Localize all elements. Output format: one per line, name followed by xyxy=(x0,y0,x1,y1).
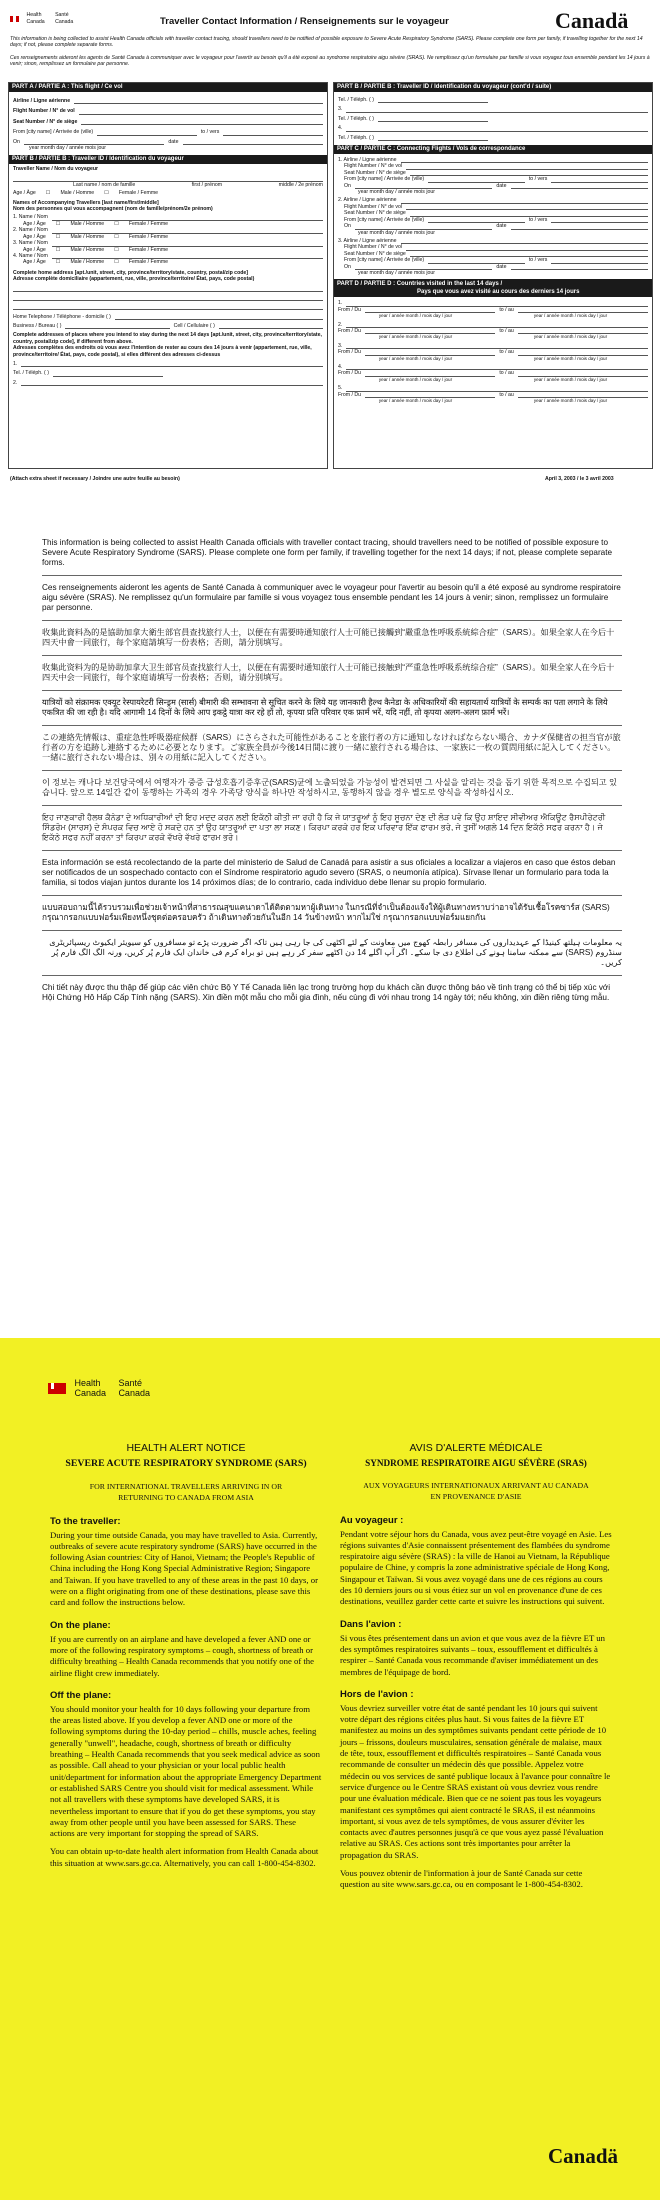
flag-icon xyxy=(10,16,19,22)
country-2-from: From / Du xyxy=(338,327,362,334)
cont-tel-3-field[interactable] xyxy=(378,135,488,141)
acc-travellers-label-fr: Nom des personnes qui vous accompagnent (nom de famille/prénom/2e prénom) xyxy=(13,206,213,213)
cf3-on-label: On xyxy=(344,263,351,270)
connecting-flight-1 xyxy=(338,157,648,195)
lang-punjabi: ਇਹ ਜਾਣਕਾਰੀ ਹੈਲਥ ਕੈਨੇਡਾ ਦੇ ਅਧਿਕਾਰੀਆਂ ਦੀ ਇਹ ਮਦਦ ਕਰਨ ਲਈ ਇਕੱਠੀ ਕੀਤੀ ਜਾ ਰਹੀ ਹੈ ਕਿ ਜੇ ਯਾਤਰੂਆਂ ਨੂੰ ਇਹ ਸੂਚਨਾ ਦੇਣ ਦੀ ਲੋੜ ਪਵੇ ਕਿ ਉਹ ਸ਼ਾਇਦ ਸੀਵੀਅਰ ਐਕਿਊਟ ਰੈਸਪੀਰੇਟਰੀ ਸਿੰਡਰੋਮ (ਸਾਰਸ) ਦੇ ਸੰਪਰਕ ਵਿਚ ਆਏ ਹੋ ਸਕਦੇ ਹਨ ਤਾਂ ਉਹ ਯਾਤਰੂਆਂ ਦਾ ਪਤਾ ਲਾ ਸਕਣ। ਕਿਰਪਾ ਕਰਕੇ ਹਰ ਇਕ ਪਰਿਵਾਰ ਇੱਕ ਫਾਰਮ ਭਰੇ, ਜੇ ਤੁਸੀਂ ਅਗਲੇ 14 ਦਿਨ ਇਕੱਠੇ ਸਫਰ ਕਰਨਾ ਹੈ। ਜੇ ਇਕੱਠੇ ਸਫਰ ਨਹੀਂ ਕਰਨਾ ਤਾਂ ਕਿਰਪਾ ਕਰਕੇ ਵੱਖਰੇ ਵੱਖਰੇ ਫਾਰਮ ਭਰੋ। xyxy=(42,813,606,842)
acc-female-4-label: Female / Femme xyxy=(128,259,169,266)
acc-male-3-label: Male / Homme xyxy=(70,246,105,253)
notice-fr-title: AVIS D'ALERTE MÉDICALE xyxy=(409,1442,543,1454)
part-d-heading-1: PART D / PARTIE D : Countries visited in the last 14 days / xyxy=(337,281,503,288)
traveller-name-label: Traveller Name / Nom du voyageur xyxy=(13,166,99,173)
cont-place-3-label: 3. xyxy=(338,106,343,113)
cf2-airline-label: 2. Airline / Ligne aérienne xyxy=(338,197,397,204)
acc-name-4-label: 4. Name / Nom xyxy=(13,252,48,259)
country-1-to: to / au xyxy=(499,306,514,313)
middle-label: middle / 2e prénom xyxy=(278,181,323,188)
airline-label: Airline / Ligne aérienne xyxy=(13,98,71,104)
places-label: Complete addresses of places where you intend to stay during the next 14 days [apt./unit, street, city, province/territory/state, country, postal/zip code], if different from above. xyxy=(13,332,322,345)
acc-name-2-label: 2. Name / Nom xyxy=(13,227,48,234)
country-row-4 xyxy=(338,364,648,383)
business-label: Business / Bureau ( ) xyxy=(13,322,62,329)
cf1-airline-label: 1. Airline / Ligne aérienne xyxy=(338,157,397,164)
cf1-flight-label: Flight Number / N° de vol xyxy=(344,163,403,170)
home-address-line-2[interactable] xyxy=(13,292,323,301)
country-1-from: From / Du xyxy=(338,306,362,313)
notice-en-p4: You can obtain up-to-date health alert information from Health Canada about this situation at www.sars.gc.ca. Alternatively, you can call 1-800-454-8302. xyxy=(50,1846,319,1868)
notice-fr-h2: Dans l'avion : xyxy=(340,1618,402,1630)
seat-field[interactable] xyxy=(81,119,323,125)
acc-male-4[interactable]: ☐ xyxy=(55,259,61,266)
acc-age-1: Age / Âge xyxy=(23,220,46,227)
country-3-ymd-b: year / année month / mois day / jour xyxy=(533,355,608,361)
flight-label: Flight Number / N° de vol xyxy=(13,108,75,115)
gov-signature xyxy=(10,10,130,30)
part-b-cont-heading: PART B / PARTIE B : Traveller ID / Identification du voyageur (cont'd / suite) xyxy=(334,83,652,92)
notice-fr-subtitle: SYNDROME RESPIRATOIRE AIGU SÉVÈRE (SRAS) xyxy=(365,1458,587,1468)
cf1-seat-label: Seat Number / N° de siège xyxy=(344,169,406,176)
lang-spanish: Esta información se está recolectando de la parte del ministerio de Salud de Canadá para asistir a sus oficiales a localizar a viajeros en caso que éstos deban ser notificados de un sospechado contacto con el Síndrome respiratorio agudo severo (SRAS, o neumonía atípica). Sírvase llenar un formulario para toda la familia, si todos viajan juntos durante los 14 próximos días; de lo contrario, cada individuo debe llenar su propio formulario. xyxy=(42,858,616,887)
cf2-on-label: On xyxy=(344,223,351,230)
lang-urdu: یہ معلومات ہیلتھ کینیڈا کے عہدیداروں کی مسافر رابطہ کھوج میں معاونت کے لئے اکٹھی کی جا رہی ہیں تاکہ اگر ضرورت پڑے تو مسافروں کو سیویئر ایکیوٹ ریسپائریٹری سنڈروم (SARS) سے ممکنہ سامنا ہونے کی اطلاع دی جا سکے۔ اگر آپ اگلے 14 دن اکٹھے سفر کر رہے ہیں تو براہ کرم فی خاندان ایک فارم پُر کریں، ورنہ الگ الگ فارم پُر کریں۔ xyxy=(49,938,622,967)
places-label-fr: Adresses complètes des endroits où vous avez l'intention de rester au cours des 14 jours à venir (appartement, rue, ville, province/territoire/ État, pays, code postal), si elles diffèrent des adresses ci-dessus xyxy=(13,345,312,358)
country-2-ymd-a: year / année month / mois day / jour xyxy=(378,334,453,340)
notice-fr-p4: Vous pouvez obtenir de l'information à jour de Santé Canada sur cette question au site www.sars.gc.ca, ou en composant le 1-800-454-8302. xyxy=(340,1868,583,1890)
form-intro-fr: Ces renseignements aideront les agents de Santé Canada à communiquer avec le voyageur pour l'avertir au besoin qu'il a été exposé au syndrome respiratoire aigu sévère (SRAS). Ne remplissez qu'un formulaire par famille si vous voyagez tous ensemble pendant les 14 jours à venir; sinon, remplissez un formulaire par personne. xyxy=(10,55,650,68)
health-alert-notice xyxy=(0,1338,660,2200)
acc-female-3-label: Female / Femme xyxy=(128,246,169,253)
acc-female-3[interactable]: ☐ xyxy=(114,246,119,253)
cf3-to-label: to / vers xyxy=(528,257,548,264)
home-address-line-3[interactable] xyxy=(13,301,323,310)
cell-field[interactable] xyxy=(219,323,323,329)
cont-tel-2-field[interactable] xyxy=(378,116,488,122)
acc-traveller-2 xyxy=(13,227,323,240)
place-2-field[interactable] xyxy=(21,380,323,386)
country-4-label: 4. xyxy=(338,364,343,370)
home-address-label-fr: Adresse complète domiciliaire (appartement, rue, ville, province/territoire/ État, pays, code postal) xyxy=(13,276,255,283)
notice-gov-signature xyxy=(48,1378,150,1398)
notice-fr-p3: Vous devriez surveiller votre état de santé pendant les 10 jours qui suivent votre départ des régions citées plus haut. Si vous faites de la fièvre ET manifestez au moins un des symptômes suivants pendant cette période de 10 jours – frissons, douleurs musculaires, sensation générale de malaise, maux de tête, toux, essoufflement et difficultés respiratoires – Santé Canada vous recommande de consulter un médecin dès que possible. Appelez votre médecin ou vos services de santé publique locaux à l'avance pour connaître le service d'urgence ou le Centre SRAS existant où vous devriez vous rendre pour une évaluation médicale. Bien que ce ne soient pas tous les voyageurs manifestant ces symptômes qui aient contracté le SRAS, il est néanmoins important, si vous avez de tels symptômes, de vous assurer d'éviter les contacts avec d'autres personnes jusqu'à ce que vous ayez passé l'évaluation relative au SRAS. Ces actions sont très importantes pour arrêter la propagation du SRAS. xyxy=(340,1702,611,1860)
first-label: first / prénom xyxy=(191,181,223,188)
lang-french: Ces renseignements aideront les agents de Santé Canada à communiquer avec le voyageur pour l'avertir au besoin qu'il a été exposé au syndrome respiratoire aigu sévère (SRAS). Ne remplissez qu'un formulaire par famille si vous voyagez tous ensemble pendant les 14 jours à venir; sinon, remplissez un formulaire par personne. xyxy=(42,583,621,612)
country-3-to: to / au xyxy=(499,349,514,356)
age-label: Age / Âge xyxy=(13,190,36,197)
home-tel-label: Home Telephone / Téléphone - domicile ( ) xyxy=(13,313,111,320)
country-1-ymd-b: year / année month / mois day / jour xyxy=(533,313,608,319)
notice-en-h3: Off the plane: xyxy=(50,1689,112,1701)
acc-male-2[interactable]: ☐ xyxy=(55,233,61,240)
cf2-flight-label: Flight Number / N° de vol xyxy=(344,203,403,210)
business-field[interactable] xyxy=(65,323,169,329)
acc-traveller-1 xyxy=(13,214,323,227)
from-field[interactable] xyxy=(97,129,197,135)
country-2-label: 2. xyxy=(338,321,343,328)
place-1-tel-field[interactable] xyxy=(53,370,163,376)
gov-en: Health Canada xyxy=(26,12,45,25)
acc-female-1[interactable]: ☐ xyxy=(114,220,119,227)
notice-fr-p2: Si vous êtes présentement dans un avion et que vous avez de la fièvre ET un des symptômes respiratoires suivants – toux, essoufflement et difficultés à respirer – Santé Canada vous recommande d'aviser immédiatement un des membres de l'équipage de bord. xyxy=(340,1632,605,1677)
cf3-from-label: From [city name] / Arrivée de (ville) xyxy=(344,257,425,264)
country-row-5 xyxy=(338,385,648,404)
acc-traveller-4 xyxy=(13,253,323,266)
left-column xyxy=(8,82,328,469)
acc-female-2-label: Female / Femme xyxy=(128,233,169,240)
cf3-airline-label: 3. Airline / Ligne aérienne xyxy=(338,237,397,244)
cf2-ymd: year month day / année mois jour xyxy=(358,229,435,236)
notice-en-p3: You should monitor your health for 10 days following your departure from the areas listed above. If you develop a fever AND one or more of the following symptoms during the 10-day period – chills, muscle aches, feeling generally "unwell", headache, cough, shortness of breath or difficulty breathing – Health Canada recommends that you seek medical advice as soon as possible. Call ahead to your physician or your local public health unit/department for information about the appropriate Emergency Department or established SARS Centre you should visit for medical assessment. While not all travellers with these symptoms have developed SARS, it is nevertheless important to ensure that if you do get these symptoms, you stay away from other people until you have been assessed for SARS. These actions are very important for stopping the spread of SARS. xyxy=(50,1703,322,1839)
male-label: Male / Homme xyxy=(60,190,95,197)
acc-female-1-label: Female / Femme xyxy=(128,220,169,227)
male-checkbox[interactable]: ☐ xyxy=(45,190,51,197)
acc-name-3-label: 3. Name / Nom xyxy=(13,240,48,247)
part-d-heading xyxy=(334,279,652,297)
form-intro-en: This information is being collected to assist Health Canada officials with traveller contact tracing, should travellers need to be notified of possible exposure to Severe Acute Respiratory Syndrome (SARS). Please complete one form per family, if travelling together for the next 14 days; if not, please complete separate forms. xyxy=(10,36,643,49)
cf3-date-field[interactable] xyxy=(511,264,648,270)
notice-fr-h3: Hors de l'avion : xyxy=(340,1688,414,1700)
to-label: to / vers xyxy=(200,129,220,136)
notice-en-audience: FOR INTERNATIONAL TRAVELLERS ARRIVING IN OR RETURNING TO CANADA FROM ASIA xyxy=(89,1482,283,1503)
cont-place-4-field[interactable] xyxy=(346,125,648,131)
form-title: Traveller Contact Information / Renseignements sur le voyageur xyxy=(160,16,449,27)
home-address-line-1[interactable] xyxy=(13,283,323,292)
country-3-label: 3. xyxy=(338,342,343,349)
country-5-to: to / au xyxy=(499,391,514,398)
country-1-ymd-a: year / année month / mois day / jour xyxy=(378,313,453,319)
cf1-on-label: On xyxy=(344,182,351,189)
cf2-on-field[interactable] xyxy=(355,223,492,229)
country-5-label: 5. xyxy=(338,385,343,392)
canada-wordmark: Canadä xyxy=(555,8,629,33)
lang-korean: 이 정보는 캐나다 보건당국에서 여행자가 중증 급성호흡기증후군(SARS)균에 노출되었을 가능성이 발견되면 그 사실을 알리는 것을 돕기 위한 목적으로 수집되고 있습니다. 앞으로 14일간 같이 동행하는 가족의 경우 가족당 양식을 하나만 작성하시고, 동행하지 않을 경우 별도로 양식을 작성하십시오. xyxy=(42,778,617,797)
notice-flag-icon xyxy=(48,1383,66,1394)
lang-japanese: この連絡先情報は、重症急性呼吸器症候群（SARS）にさらされた可能性があることを旅行者の方に通知しなければならない場合、カナダ保健省の担当官が旅行者の方を追跡し連絡するために必要となります。ご家族全員が今後14日間に渡り一緒に旅行される場合は、一家族に一枚の質問用紙に記入してください。一緒に旅行されない場合は、別々の用紙に記入してください。 xyxy=(42,733,621,762)
notice-gov-en: Health Canada xyxy=(74,1378,106,1398)
acc-male-2-label: Male / Homme xyxy=(70,233,105,240)
from-label: From [city name] / Arrivée de (ville) xyxy=(13,129,94,136)
notice-fr-audience: AUX VOYAGEURS INTERNATIONAUX ARRIVANT AU CANADA EN PROVENANCE D'ASIE xyxy=(363,1481,589,1502)
cf1-from-label: From [city name] / Arrivée de (ville) xyxy=(344,176,425,183)
cont-place-4-label: 4. xyxy=(338,125,343,132)
part-d-heading-2: Pays que vous avez visité au cours des derniers 14 jours xyxy=(417,289,580,296)
lang-thai: แบบสอบถามนี้ได้รวบรวมเพื่อช่วยเจ้าหน้าที่สาธารณสุขแคนาดาได้ติดตามหาผู้เดินทาง ในกรณีที่จำเป็นต้องแจ้งให้ผู้เดินทางทราบว่าอาจได้รับเชื้อโรคซาร์ส (SARS) กรุณากรอกแบบฟอร์มเพียงหนึ่งชุดต่อครอบครัว ถ้าเดินทางด้วยกันในอีก 14 วันข้างหน้า หากไม่ใช่ กรุณากรอกแบบฟอร์มแยกกัน xyxy=(42,903,610,922)
on-label: On xyxy=(13,138,20,145)
part-c-heading: PART C / PARTIE C : Connecting Flights / Vols de correspondance xyxy=(334,145,652,154)
acc-male-1[interactable]: ☐ xyxy=(55,220,61,227)
cf3-on-field[interactable] xyxy=(355,264,492,270)
notice-french-column xyxy=(340,1442,612,1891)
cf2-date-label: date xyxy=(496,223,507,230)
home-tel-field[interactable] xyxy=(115,314,323,320)
lang-chinese-simplified: 收集此资料为的是协助加拿大卫生部官员查找旅行人士，以便在有需要时通知旅行人士可能已接触到“严重急性呼吸系统综合症”（SARS）。如果全家人在今后十四天中会一同旅行，每个家庭请填写一份表格；否则，请分别填写。 xyxy=(42,663,615,682)
cf1-to-label: to / vers xyxy=(528,176,548,183)
cf3-date-label: date xyxy=(496,263,507,270)
place-1-label: 1. xyxy=(13,360,18,367)
notice-fr-h1: Au voyageur : xyxy=(340,1514,404,1526)
notice-fr-p1: Pendant votre séjour hors du Canada, vous avez peut-être voyagé en Asie. Les régions suivantes d'Asie connaissent présentement des flambées du syndrome respiratoire aigu sévère (SRAS) : la ville de Hanoi au Vietnam, la République populaire de Chine, y compris la zone administrative spéciale de Hong Kong, Singapour et Taïwan. Si vous avez voyagé dans une de ces régions au cours des 10 derniers jours ou si vous étiez sur un vol en provenance d'une de ces destinations, veuillez garder cette carte et suivre les instructions qui suivent. xyxy=(340,1528,612,1607)
airline-field[interactable] xyxy=(74,98,323,104)
lang-chinese-traditional: 收集此資料為的是協助加拿大衛生部官員查找旅行人士，以便在有需要時通知旅行人士可能已接觸到“嚴重急性呼吸系統綜合症”（SARS）。如果全家人在今后十四天中會一同旅行，每个家庭請填写一份表格；否則，請分別填写。 xyxy=(42,628,615,647)
cont-tel-2-label: Tel. / Téléph. ( ) xyxy=(338,115,374,122)
country-row-2 xyxy=(338,322,648,341)
right-column xyxy=(333,82,653,469)
country-5-ymd-b: year / année month / mois day / jour xyxy=(533,398,608,404)
cf3-seat-label: Seat Number / N° de siège xyxy=(344,250,406,257)
female-label: Female / Femme xyxy=(118,190,159,197)
seat-label: Seat Number / N° de siège xyxy=(13,118,78,125)
acc-male-4-label: Male / Homme xyxy=(70,259,105,266)
connecting-flight-3 xyxy=(338,238,648,276)
notice-canada-wordmark: Canadä xyxy=(548,2144,619,2168)
notice-en-p2: If you are currently on an airplane and have developed a fever AND one or more of the following respiratory symptoms – cough, shortness of breath or difficulty breathing – Health Canada recommends that you notify one of the airline flight crew immediately. xyxy=(50,1633,315,1678)
country-4-ymd-a: year / année month / mois day / jour xyxy=(378,376,453,382)
country-4-to: to / au xyxy=(499,370,514,377)
country-2-to: to / au xyxy=(499,327,514,334)
cont-tel-1-label: Tel. / Téléph. ( ) xyxy=(338,97,374,103)
cont-place-3-field[interactable] xyxy=(346,106,648,112)
notice-gov-fr: Santé Canada xyxy=(118,1378,150,1398)
acc-age-4: Age / Âge xyxy=(23,259,46,266)
cf1-ymd: year month day / année mois jour xyxy=(358,189,435,196)
acc-male-3[interactable]: ☐ xyxy=(55,246,61,253)
connecting-flight-2 xyxy=(338,197,648,235)
to-field[interactable] xyxy=(223,129,323,135)
form-footer-left: (Attach extra sheet if necessary / Joindre une autre feuille au besoin) xyxy=(10,476,180,482)
country-4-ymd-b: year / année month / mois day / jour xyxy=(533,376,608,382)
notice-en-h2: On the plane: xyxy=(50,1619,111,1631)
country-1-label: 1. xyxy=(338,300,343,307)
country-5-from: From / Du xyxy=(338,391,362,398)
cf2-to-label: to / vers xyxy=(528,216,548,223)
date-field[interactable] xyxy=(183,139,323,145)
acc-female-2[interactable]: ☐ xyxy=(114,233,119,240)
cf1-date-field[interactable] xyxy=(511,183,648,189)
place-1-tel-label: Tel. / Téléph. ( ) xyxy=(13,370,49,377)
notice-en-title: HEALTH ALERT NOTICE xyxy=(126,1442,246,1454)
notice-en-subtitle: SEVERE ACUTE RESPIRATORY SYNDROME (SARS) xyxy=(65,1458,307,1469)
country-3-ymd-a: year / année month / mois day / jour xyxy=(378,355,453,361)
cf1-date-label: date xyxy=(496,182,507,189)
multilingual-notice xyxy=(42,538,622,1003)
gov-fr: Santé Canada xyxy=(55,12,74,25)
notice-en-p1: During your time outside Canada, you may have travelled to Asia. Currently, outbreaks of severe acute respiratory syndrome (SARS) have occurred in the following Asian countries: City of Hanoi, Vietnam; the People's Republic of China including the Hong Kong Special Administrative Region; Singapore and Taiwan. If you have travelled to any of these areas in the past 10 days, or were on a flight originating from one of these destinations, please save this card and follow the instructions below. xyxy=(50,1529,318,1608)
acc-name-1-label: 1. Name / Nom xyxy=(13,214,48,221)
country-3-from: From / Du xyxy=(338,349,362,356)
acc-age-2: Age / Âge xyxy=(23,233,46,240)
cf2-seat-label: Seat Number / N° de siège xyxy=(344,210,406,217)
notice-en-h1: To the traveller: xyxy=(50,1515,121,1527)
place-2-label: 2. xyxy=(13,379,18,386)
cont-tel-3-label: Tel. / Téléph. ( ) xyxy=(338,134,374,141)
cf3-ymd: year month day / année mois jour xyxy=(358,269,435,276)
part-a-heading: PART A / PARTIE A : This flight / Ce vol xyxy=(9,83,327,92)
cf2-date-field[interactable] xyxy=(511,223,648,229)
flight-field[interactable] xyxy=(79,108,323,114)
ymd-label: year month day / année mois jour xyxy=(29,145,106,152)
cont-tel-1-field[interactable] xyxy=(378,97,488,103)
lang-english: This information is being collected to assist Health Canada officials with traveller contact tracing, should travellers need to be notified of possible exposure to Severe Acute Respiratory Syndrome (SARS). Please complete one form per family, if travelling together for the next 14 days; if not, please complete separate forms. xyxy=(42,538,613,567)
female-checkbox[interactable]: ☐ xyxy=(104,190,109,197)
acc-travellers-label: Names of Accompanying Travellers [last name/first/middle] xyxy=(13,199,159,206)
lang-hindi: यात्रियों को संक्रामक एक्यूट रेस्पायरेटरी सिन्ड्रम (सार्स) बीमारी की सम्भावना से सूचित करने के लिये यह जानकारी हैल्थ कैनेडा के अधिकारियों की सहायतार्थ यात्रियों के सम्पर्क का पता लगाने के लिये एकत्रित की जा रही है। यदि आगामी 14 दिनों के लिये आप इकट्ठे यात्रा कर रहे हों तो, कृपया प्रति परिवार एक फ़ार्म भरें, यदि नहीं, तो कृपया अलग-अलग फ़ार्म भरें। xyxy=(42,698,608,717)
country-2-ymd-b: year / année month / mois day / jour xyxy=(533,334,608,340)
cf2-from-label: From [city name] / Arrivée de (ville) xyxy=(344,216,425,223)
acc-female-4[interactable]: ☐ xyxy=(114,259,119,266)
country-row-3 xyxy=(338,343,648,362)
date-label: date xyxy=(168,138,179,145)
cell-label: Cell / Cellulaire ( ) xyxy=(173,322,215,329)
acc-traveller-3 xyxy=(13,240,323,253)
form-footer-right: April 3, 2003 / le 3 avril 2003 xyxy=(545,476,614,482)
last-label: Last name / nom de famille xyxy=(73,181,136,188)
country-5-ymd-a: year / année month / mois day / jour xyxy=(378,398,453,404)
cf3-flight-label: Flight Number / N° de vol xyxy=(344,244,403,251)
acc-male-1-label: Male / Homme xyxy=(70,220,105,227)
part-b-heading: PART B / PARTIE B : Traveller ID / Identification du voyageur xyxy=(9,155,327,164)
acc-age-3: Age / Âge xyxy=(23,246,46,253)
country-4-from: From / Du xyxy=(338,370,362,377)
notice-english-column xyxy=(50,1442,322,1869)
place-1-field[interactable] xyxy=(21,361,323,367)
home-address-label: Complete home address [apt./unit, street, city, province/territory/state, country, postal/zip code] xyxy=(13,269,249,276)
traveller-form xyxy=(0,0,660,500)
country-row-1 xyxy=(338,300,648,319)
traveller-name-field[interactable] xyxy=(13,173,323,182)
lang-vietnamese: Chi tiết này được thu thập để giúp các viên chức Bộ Y Tế Canada liên lạc trong trường hợp du khách cần được thông báo về tình trạng có thể bị tiếp xúc với Hội Chứng Hô Hấp Cấp Tính nặng (SARS). Xin điền một mẫu cho mỗi gia đình, nếu cùng đi với nhau trong 14 ngày tới; nếu không, xin điền riêng từng mẫu. xyxy=(42,983,611,1002)
